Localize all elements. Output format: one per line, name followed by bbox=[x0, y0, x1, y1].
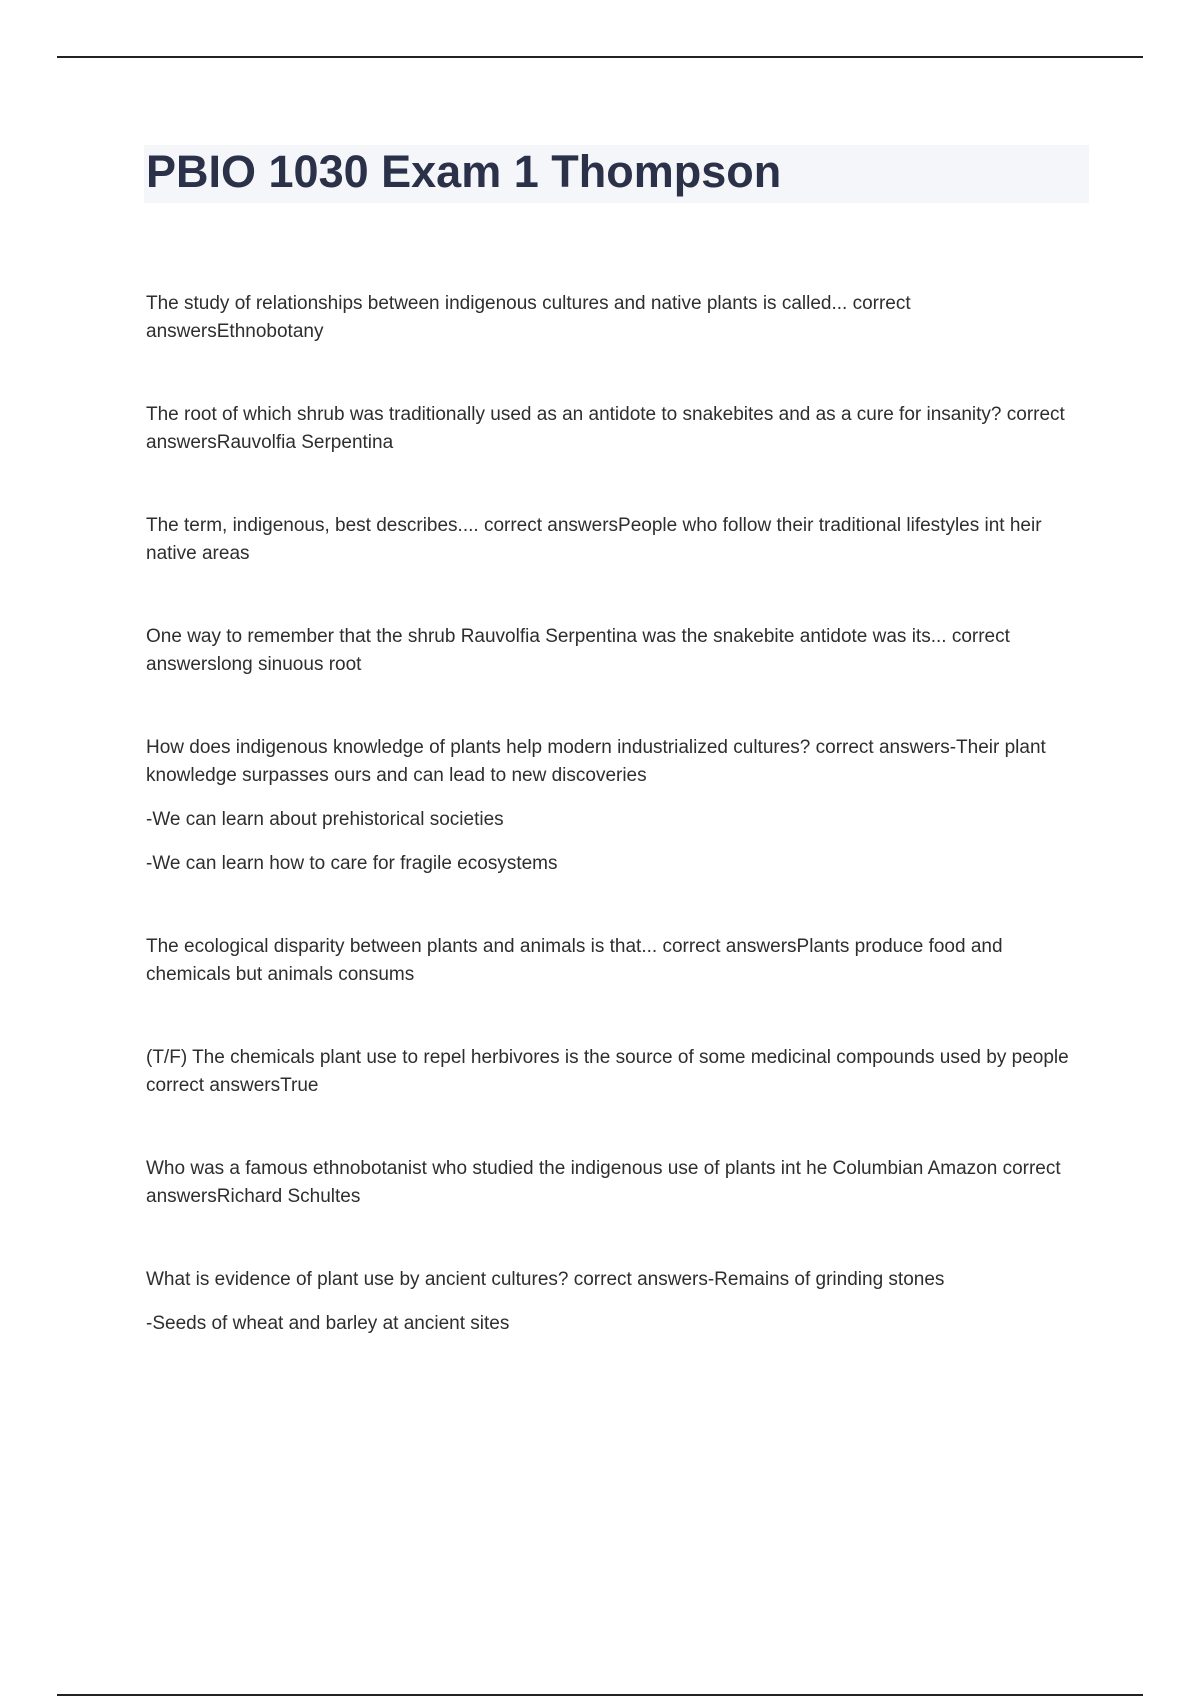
qa-extra-line: -We can learn how to care for fragile ecosystems bbox=[146, 853, 558, 874]
qa-text: The root of which shrub was traditionally used as an antidote to snakebites and as a cure for insanity? correct answersRauvolfia Serpentina bbox=[146, 404, 1065, 453]
qa-item-3 bbox=[146, 512, 1081, 568]
question-list bbox=[146, 290, 1081, 1393]
qa-item-6 bbox=[146, 933, 1081, 989]
qa-item-8 bbox=[146, 1155, 1081, 1211]
qa-item-2 bbox=[146, 401, 1081, 457]
qa-text: (T/F) The chemicals plant use to repel herbivores is the source of some medicinal compounds used by people correct answersTrue bbox=[146, 1047, 1069, 1096]
qa-item-4 bbox=[146, 623, 1081, 679]
bottom-rule bbox=[57, 1694, 1143, 1696]
page-title: PBIO 1030 Exam 1 Thompson bbox=[146, 146, 782, 197]
qa-extra-line: -Seeds of wheat and barley at ancient sites bbox=[146, 1313, 510, 1334]
top-rule bbox=[57, 56, 1143, 58]
qa-item-9 bbox=[146, 1266, 1081, 1338]
qa-item-1 bbox=[146, 290, 1081, 346]
qa-text: Who was a famous ethnobotanist who studied the indigenous use of plants int he Columbian Amazon correct answersRichard Schultes bbox=[146, 1158, 1061, 1207]
qa-text: What is evidence of plant use by ancient cultures? correct answers-Remains of grinding stones bbox=[146, 1269, 945, 1290]
qa-text: One way to remember that the shrub Rauvolfia Serpentina was the snakebite antidote was its... correct answerslong sinuous root bbox=[146, 626, 1010, 675]
qa-text: The ecological disparity between plants and animals is that... correct answersPlants produce food and chemicals but animals consums bbox=[146, 936, 1003, 985]
qa-extra-line: -We can learn about prehistorical societies bbox=[146, 809, 504, 830]
qa-item-5 bbox=[146, 734, 1081, 878]
qa-text: The term, indigenous, best describes.... correct answersPeople who follow their traditional lifestyles int heir native areas bbox=[146, 515, 1042, 564]
qa-text: The study of relationships between indigenous cultures and native plants is called... correct answersEthnobotany bbox=[146, 293, 911, 342]
qa-item-7 bbox=[146, 1044, 1081, 1100]
qa-text: How does indigenous knowledge of plants help modern industrialized cultures? correct answers-Their plant knowledge surpasses ours and can lead to new discoveries bbox=[146, 737, 1046, 786]
